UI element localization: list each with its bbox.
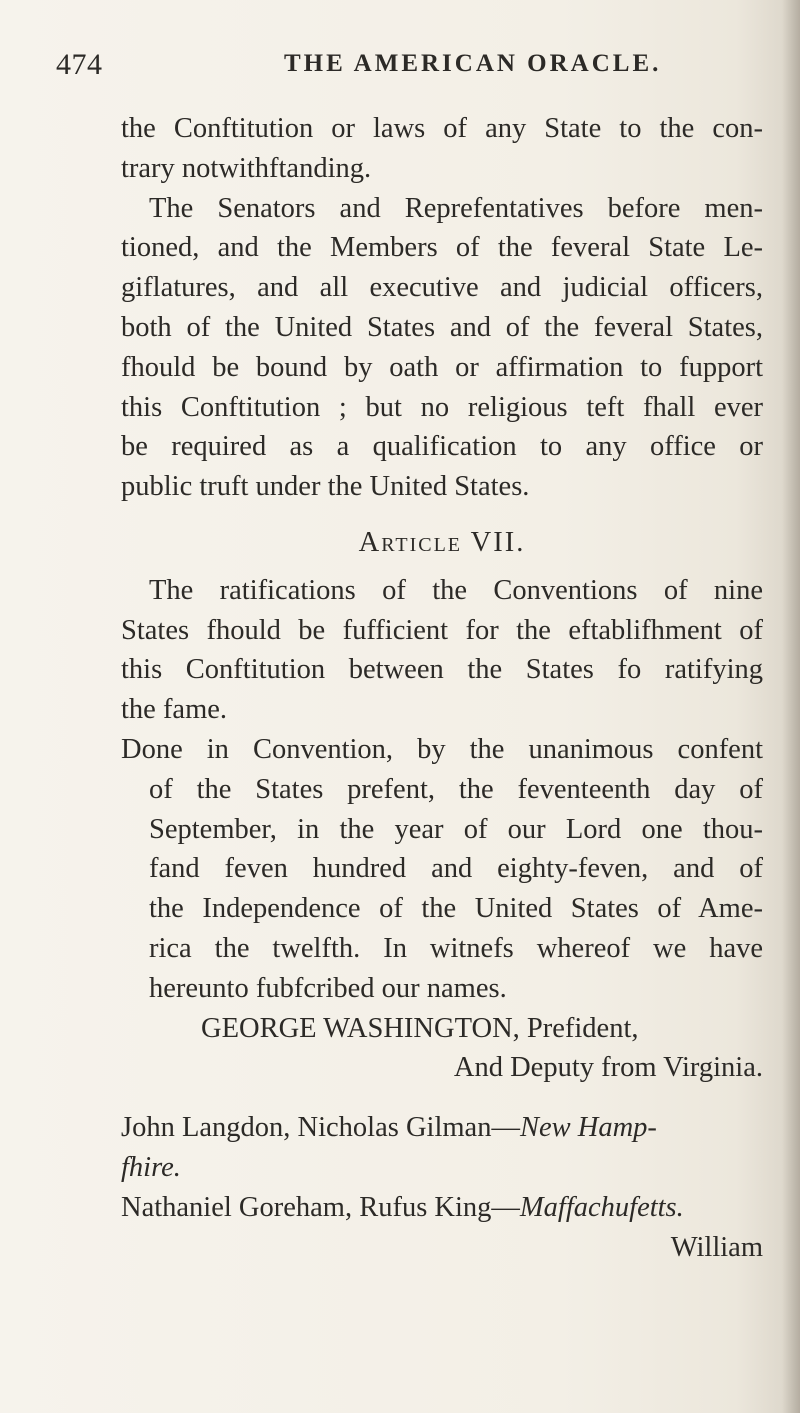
text-line: fand feven hundred and eighty-feven, and of: [149, 853, 763, 884]
text-line: Done in Convention, by the unanimous confent: [121, 734, 763, 765]
signer-state: fhire.: [121, 1152, 181, 1183]
text-line: the Independence of the United States of Ame-: [149, 893, 763, 924]
text-line: trary notwithftanding.: [121, 153, 372, 184]
text-line: States fhould be fufficient for the eftablifhment of: [121, 615, 763, 646]
signer-line: [121, 1191, 684, 1225]
article-heading: Article VII.: [358, 527, 526, 558]
text-line: tioned, and the Members of the feveral State Le-: [121, 232, 763, 263]
text-line: public truft under the United States.: [121, 471, 530, 502]
signer-line: [121, 1111, 657, 1145]
signature-president: GEORGE WASHINGTON, Prefident,: [201, 1013, 639, 1044]
text-line: September, in the year of our Lord one thou-: [149, 814, 763, 845]
signer-state: New Hamp-: [519, 1112, 657, 1143]
text-line: the fame.: [121, 694, 228, 725]
text-line: The ratifications of the Conventions of nine: [149, 575, 763, 606]
text-line: be required as a qualification to any office or: [121, 431, 763, 462]
text-line: the Conftitution or laws of any State to the con-: [121, 113, 763, 144]
text-line: rica the twelfth. In witnefs whereof we have: [149, 933, 763, 964]
text-line: The Senators and Reprefentatives before men-: [149, 193, 763, 224]
text-line: of the States prefent, the feventeenth day of: [149, 774, 763, 805]
text-line: giflatures, and all executive and judicial officers,: [121, 272, 763, 303]
page-header: [56, 48, 756, 82]
signer-names: John Langdon, Nicholas Gilman—: [121, 1112, 520, 1143]
text-line: this Conftitution ; but no religious teft fhall ever: [121, 392, 763, 423]
signer-state: Maffachufetts.: [519, 1192, 684, 1223]
text-line: both of the United States and of the feveral States,: [121, 312, 763, 343]
text-line: fhould be bound by oath or affirmation to fupport: [121, 352, 763, 383]
signer-names: Nathaniel Goreham, Rufus King—: [121, 1192, 520, 1223]
text-line: this Conftitution between the States fo ratifying: [121, 654, 763, 685]
page-edge-shadow: [782, 0, 800, 1413]
signature-deputy: And Deputy from Virginia.: [453, 1052, 763, 1083]
page-number: 474: [56, 48, 103, 81]
catchword: William: [670, 1232, 763, 1263]
text-line: hereunto fubfcribed our names.: [149, 973, 507, 1004]
running-head: THE AMERICAN ORACLE.: [284, 50, 662, 77]
signer-line: [121, 1151, 181, 1185]
